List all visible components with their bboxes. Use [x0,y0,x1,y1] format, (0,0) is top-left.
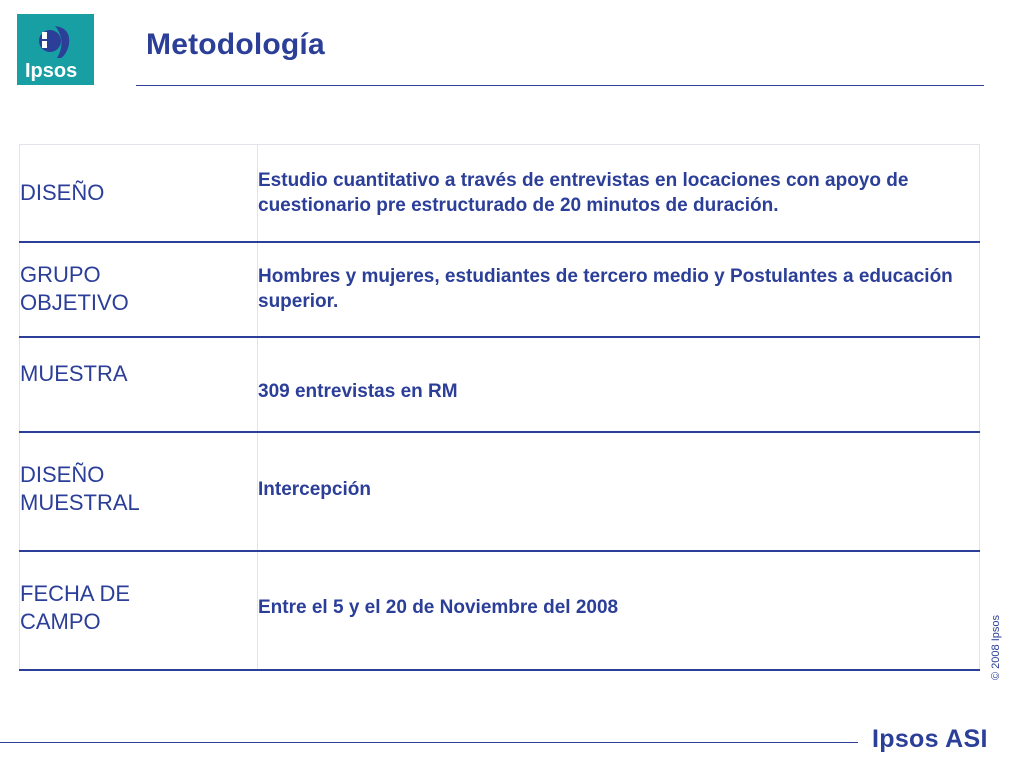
copyright-notice: © 2008 Ipsos [990,615,1002,680]
row-label [20,551,258,670]
row-label [20,432,258,551]
row-value [258,551,980,670]
row-label: DISEÑO [20,145,258,242]
logo-text: Ipsos [25,60,78,82]
footer-brand: Ipsos ASI [872,725,988,753]
table-row [20,242,980,337]
logo-graphic [17,14,94,85]
table-row [20,145,980,242]
table-row [20,551,980,670]
row-value-text: Entre el 5 y el 20 de Noviembre del 2008 [258,596,619,618]
row-label [20,242,258,337]
row-value: Estudio cuantitativo a través de entrevistas en locaciones con apoyo de cuestionario pre estructurado de 20 minutos de duración. [258,145,980,242]
ipsos-logo [17,14,94,85]
page-title: Metodología [146,28,325,61]
row-value-text: Intercepción [258,478,371,500]
row-label-text: MUESTRA [20,361,128,386]
table-row [20,337,980,432]
row-label-text: FECHA DE CAMPO [20,581,131,634]
row-label [20,337,258,432]
row-label-text: DISEÑO MUESTRAL [20,462,140,515]
row-value [258,337,980,432]
row-value [258,432,980,551]
row-label-text: GRUPO OBJETIVO [20,262,129,315]
title-divider [136,85,984,86]
row-value: Hombres y mujeres, estudiantes de tercero medio y Postulantes a educación superior. [258,242,980,337]
methodology-table [19,144,980,671]
footer-divider [0,742,858,743]
table-row [20,432,980,551]
row-value-text: 309 entrevistas en RM [258,380,458,402]
